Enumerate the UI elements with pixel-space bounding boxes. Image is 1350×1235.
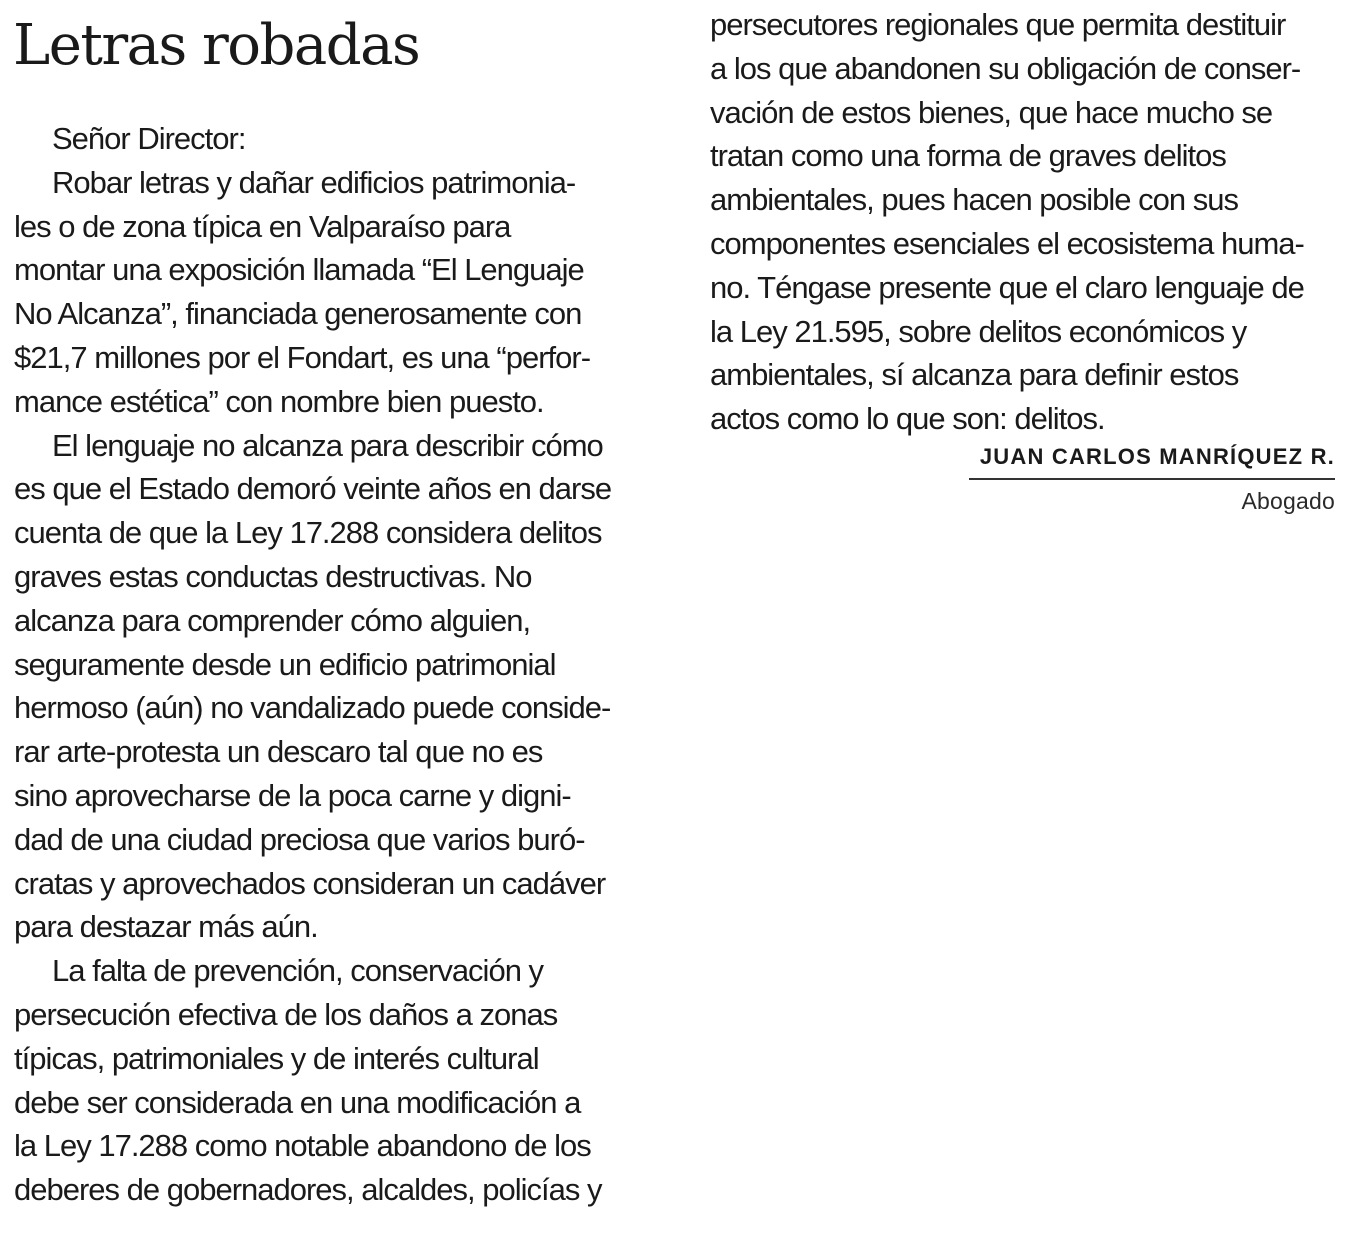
author-name: JUAN CARLOS MANRÍQUEZ R. <box>979 444 1335 469</box>
body-text-line: cuenta de que la Ley 17.288 considera delitos <box>14 515 602 551</box>
body-text-line: persecución efectiva de los daños a zonas <box>14 996 558 1032</box>
body-text-line: debe ser considerada en una modificación a <box>14 1084 581 1120</box>
body-text-line: no. Téngase presente que el claro lenguaje de <box>710 269 1304 305</box>
body-text-line: ambientales, sí alcanza para definir estos <box>710 357 1239 393</box>
body-text-line: para destazar más aún. <box>14 909 318 945</box>
body-text-line: montar una exposición llamada “El Lenguaje <box>14 252 584 288</box>
body-text-line: la Ley 21.595, sobre delitos económicos y <box>710 313 1247 349</box>
body-text-line: tratan como una forma de graves delitos <box>710 138 1226 174</box>
body-text-line: alcanza para comprender cómo alguien, <box>14 602 531 638</box>
body-text-line: cratas y aprovechados consideran un cadáver <box>14 865 606 901</box>
body-text-line: a los que abandonen su obligación de conser- <box>710 50 1301 86</box>
body-text-line: No Alcanza”, financiada generosamente con <box>14 296 582 332</box>
body-text-line: ambientales, pues hacen posible con sus <box>710 182 1238 218</box>
body-text-line: es que el Estado demoró veinte años en darse <box>14 471 612 507</box>
body-text-line: sino aprovecharse de la poca carne y digni- <box>14 777 571 813</box>
body-text-line: Robar letras y dañar edificios patrimonia- <box>52 164 576 200</box>
body-text-line: típicas, patrimoniales y de interés cultural <box>14 1040 539 1076</box>
article-column-right <box>710 3 1350 441</box>
body-text-line: deberes de gobernadores, alcaldes, policías y <box>14 1172 602 1208</box>
article-column-left <box>14 117 654 1212</box>
body-text-line: rar arte-protesta un descaro tal que no es <box>14 734 543 770</box>
body-text-line: seguramente desde un edificio patrimonial <box>14 646 556 682</box>
body-text-line: actos como lo que son: delitos. <box>710 401 1105 437</box>
author-role: Abogado <box>1241 488 1335 514</box>
body-text-line: les o de zona típica en Valparaíso para <box>14 208 511 244</box>
body-text-line: componentes esenciales el ecosistema huma- <box>710 225 1304 261</box>
signature-divider <box>969 478 1335 480</box>
body-text-line: vación de estos bienes, que hace mucho se <box>710 94 1273 130</box>
body-text-line: Señor Director: <box>52 121 246 156</box>
body-text-line: graves estas conductas destructivas. No <box>14 558 532 594</box>
article-headline: Letras robadas <box>13 13 420 78</box>
body-text-line: la Ley 17.288 como notable abandono de los <box>14 1128 591 1164</box>
body-text-line: dad de una ciudad preciosa que varios buró- <box>14 821 585 857</box>
body-text-line: hermoso (aún) no vandalizado puede conside- <box>14 690 611 726</box>
body-text-line: La falta de prevención, conservación y <box>52 953 544 989</box>
body-text-line: persecutores regionales que permita destituir <box>710 7 1286 42</box>
body-text-line: El lenguaje no alcanza para describir cómo <box>52 427 603 463</box>
body-text-line: mance estética” con nombre bien puesto. <box>14 383 544 419</box>
body-text-line: $21,7 millones por el Fondart, es una “perfor- <box>14 339 591 375</box>
